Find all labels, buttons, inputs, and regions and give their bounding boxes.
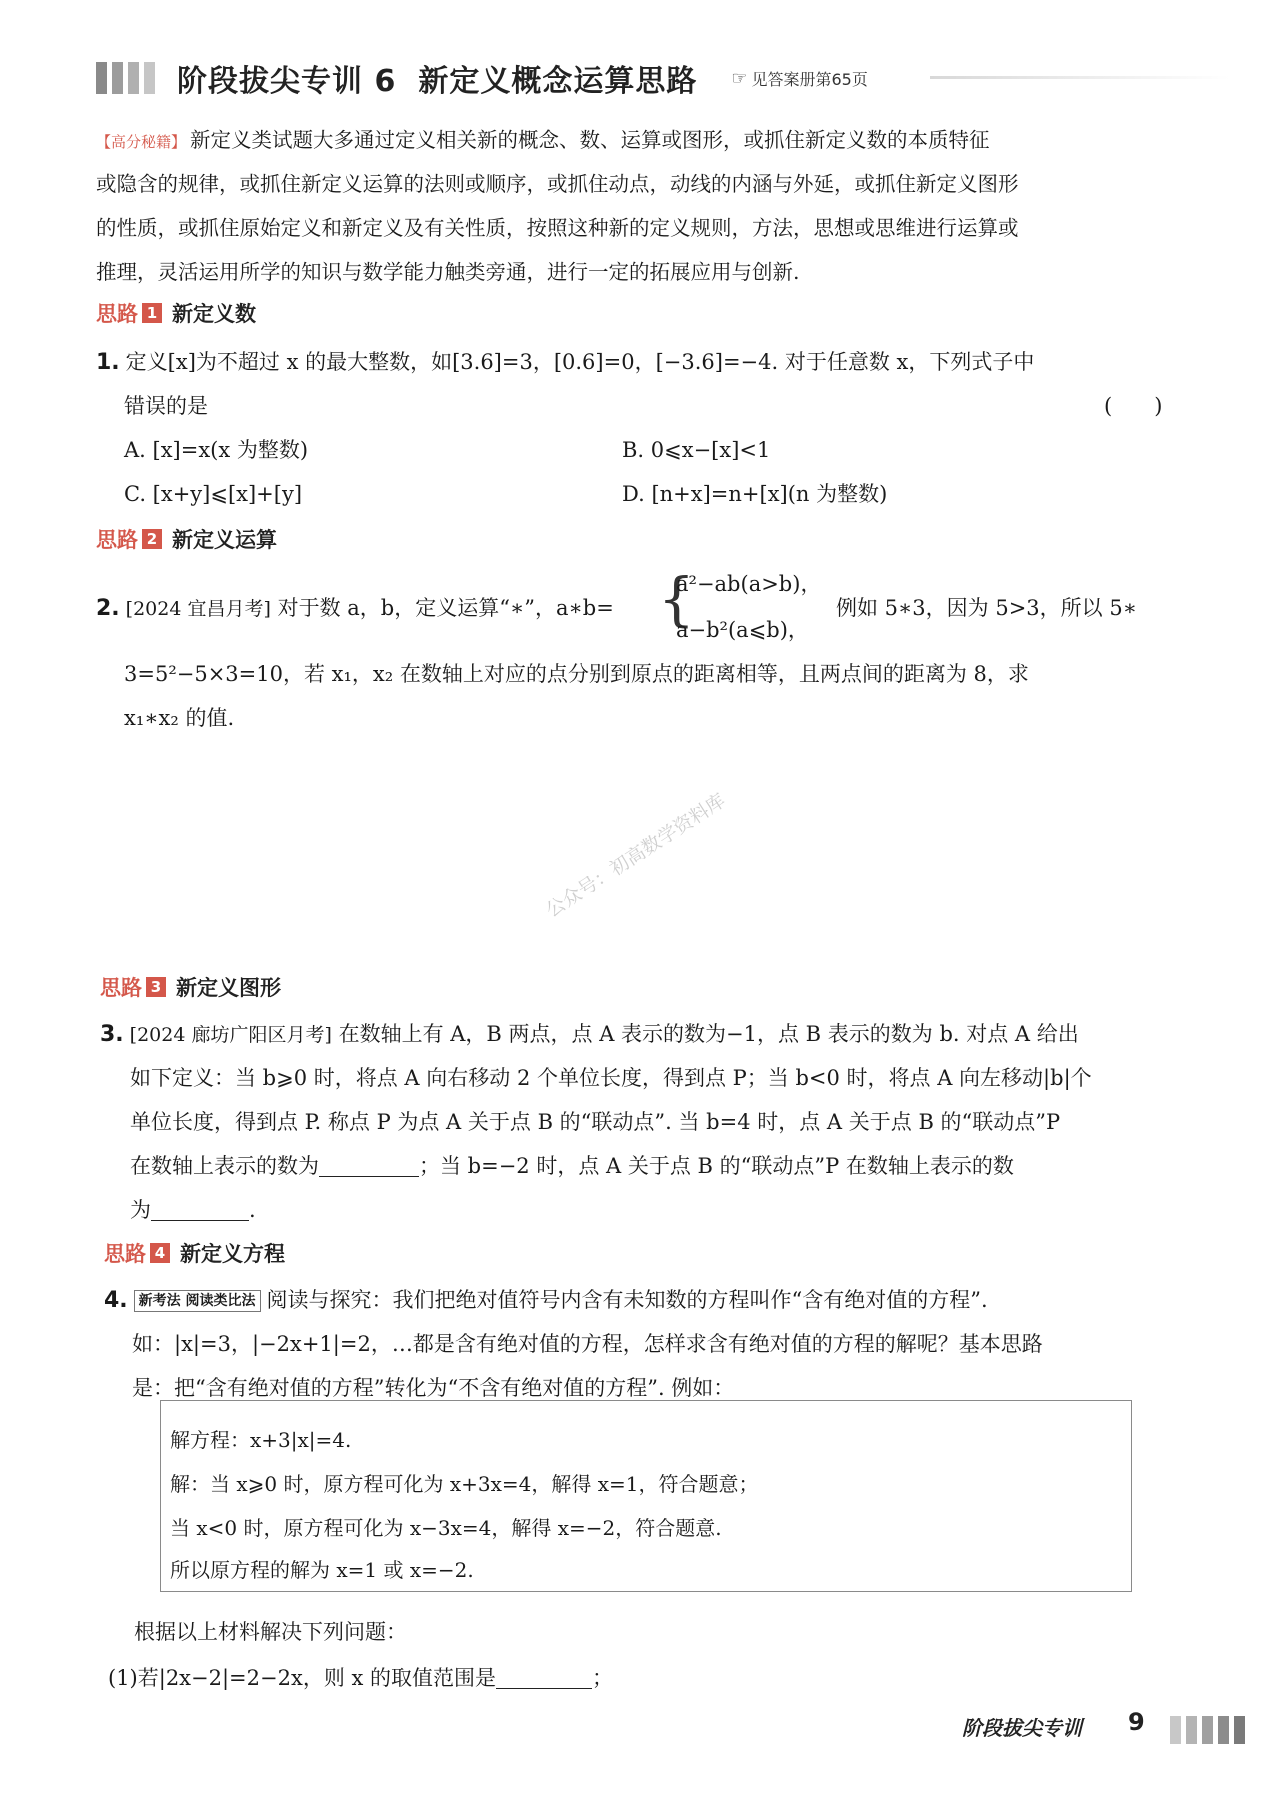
answer-blank[interactable] xyxy=(151,1196,249,1221)
section-number-badge: 2 xyxy=(142,529,162,549)
pointing-hand-icon: ☞ xyxy=(731,67,748,89)
option-b: B. 0⩽x−[x]<1 xyxy=(622,438,771,462)
header-fade-line xyxy=(930,76,1230,79)
question-2-line-3: x₁∗x₂ 的值. xyxy=(124,706,235,730)
question-4-line-2: 如：|x|=3，|−2x+1|=2，…都是含有绝对值的方程，怎样求含有绝对值的方程的解呢？基本思路 xyxy=(132,1332,1043,1356)
option-c: C. [x+y]⩽[x]+[y] xyxy=(124,482,303,506)
question-4-sub-1: (1)若|2x−2|=2−2x，则 x 的取值范围是 ； xyxy=(108,1666,614,1690)
header-subtitle: 新定义概念运算思路 xyxy=(418,64,698,99)
option-d: D. [n+x]=n+[x](n 为整数) xyxy=(622,482,888,506)
question-1-line-2: 错误的是 xyxy=(124,394,208,418)
footer-bars-decoration xyxy=(1170,1716,1245,1744)
intro-line-3: 的性质，或抓住原始定义和新定义及有关性质，按照这种新的定义规则，方法，思想或思维进行运算或 xyxy=(96,216,1019,240)
section-number-badge: 4 xyxy=(150,1243,170,1263)
question-1-line-1: 1. 定义[x]为不超过 x 的最大整数，如[3.6]=3，[0.6]=0，[−3.6]=−4. 对于任意数 x，下列式子中 xyxy=(96,350,1035,375)
question-4-line-1: 4. 新考法 阅读类比法 阅读与探究：我们把绝对值符号内含有未知数的方程叫作“含有绝对值的方程”. xyxy=(104,1288,988,1313)
header-title: 阶段拔尖专训 6 xyxy=(177,64,397,99)
answer-paren: ( ) xyxy=(1104,394,1163,418)
question-3-line-5: 为 . xyxy=(130,1198,256,1222)
intro-tag: 【高分秘籍】 xyxy=(96,133,187,151)
question-2-line-2: 3=5²−5×3=10，若 x₁，x₂ 在数轴上对应的点分别到原点的距离相等，且两点间的距离为 8，求 xyxy=(124,662,1029,686)
section-heading-2: 思路 2 新定义运算 xyxy=(96,528,277,552)
page-number: 9 xyxy=(1128,1708,1145,1736)
question-3-line-3: 单位长度，得到点 P. 称点 P 为点 A 关于点 B 的“联动点”. 当 b=4 时，点 A 关于点 B 的“联动点”P xyxy=(130,1110,1061,1134)
example-line-1: 解方程：x+3|x|=4. xyxy=(170,1428,352,1452)
section-number-badge: 3 xyxy=(146,977,166,997)
example-line-3: 当 x<0 时，原方程可化为 x−3x=4，解得 x=−2，符合题意. xyxy=(170,1516,722,1540)
answer-reference xyxy=(731,67,868,90)
intro-line-2: 或隐含的规律，或抓住新定义运算的法则或顺序，或抓住动点，动线的内涵与外延，或抓住新定义图形 xyxy=(96,172,1019,196)
intro-line-4: 推理，灵活运用所学的知识与数学能力触类旁通，进行一定的拓展应用与创新. xyxy=(96,260,800,284)
example-line-2: 解：当 x⩾0 时，原方程可化为 x+3x=4，解得 x=1，符合题意； xyxy=(170,1472,759,1496)
question-3-line-4: 在数轴上表示的数为 ；当 b=−2 时，点 A 关于点 B 的“联动点”P 在数轴上表示的数 xyxy=(130,1154,1014,1178)
answer-blank[interactable] xyxy=(496,1664,592,1689)
question-2-source: [2024 宜昌月考] xyxy=(125,598,271,620)
page-header xyxy=(96,58,868,98)
question-2-example: 例如 5∗3，因为 5>3，所以 5∗ xyxy=(836,596,1137,620)
new-method-tag: 新考法 阅读类比法 xyxy=(134,1290,261,1312)
piecewise-case-1: a²−ab(a>b)， xyxy=(676,572,822,596)
piecewise-brace: { xyxy=(658,565,695,633)
intro-line-1: 【高分秘籍】 新定义类试题大多通过定义相关新的概念、数、运算或图形，或抓住新定义数的本质特征 xyxy=(96,128,990,152)
section-number-badge: 1 xyxy=(142,303,162,323)
question-3-line-1: 3. [2024 廊坊广阳区月考] 在数轴上有 A，B 两点，点 A 表示的数为−1，点 B 表示的数为 b. 对点 A 给出 xyxy=(100,1022,1079,1047)
section-heading-4: 思路 4 新定义方程 xyxy=(104,1242,285,1266)
section-heading-3: 思路 3 新定义图形 xyxy=(100,976,281,1000)
answer-blank[interactable] xyxy=(319,1152,419,1177)
header-bars-decoration xyxy=(96,62,155,94)
question-3-line-2: 如下定义：当 b⩾0 时，将点 A 向右移动 2 个单位长度，得到点 P；当 b<0 时，将点 A 向左移动|b|个 xyxy=(130,1066,1092,1090)
example-line-4: 所以原方程的解为 x=1 或 x=−2. xyxy=(170,1558,474,1582)
option-a: A. [x]=x(x 为整数) xyxy=(124,438,309,462)
section-heading-1: 思路 1 新定义数 xyxy=(96,302,256,326)
question-4-line-3: 是：把“含有绝对值的方程”转化为“不含有绝对值的方程”. 例如： xyxy=(132,1376,735,1400)
question-2-lead: 2. [2024 宜昌月考] 对于数 a，b，定义运算“∗”，a∗b= xyxy=(96,596,614,621)
question-4-after: 根据以上材料解决下列问题： xyxy=(134,1620,407,1644)
question-3-source: [2024 廊坊广阳区月考] xyxy=(129,1024,332,1046)
piecewise-case-2: a−b²(a⩽b)， xyxy=(676,618,809,642)
answer-reference-text: 见答案册第65页 xyxy=(751,69,868,89)
footer-title: 阶段拔尖专训 xyxy=(962,1716,1082,1740)
watermark: 公众号：初高数学资料库 xyxy=(542,789,730,922)
